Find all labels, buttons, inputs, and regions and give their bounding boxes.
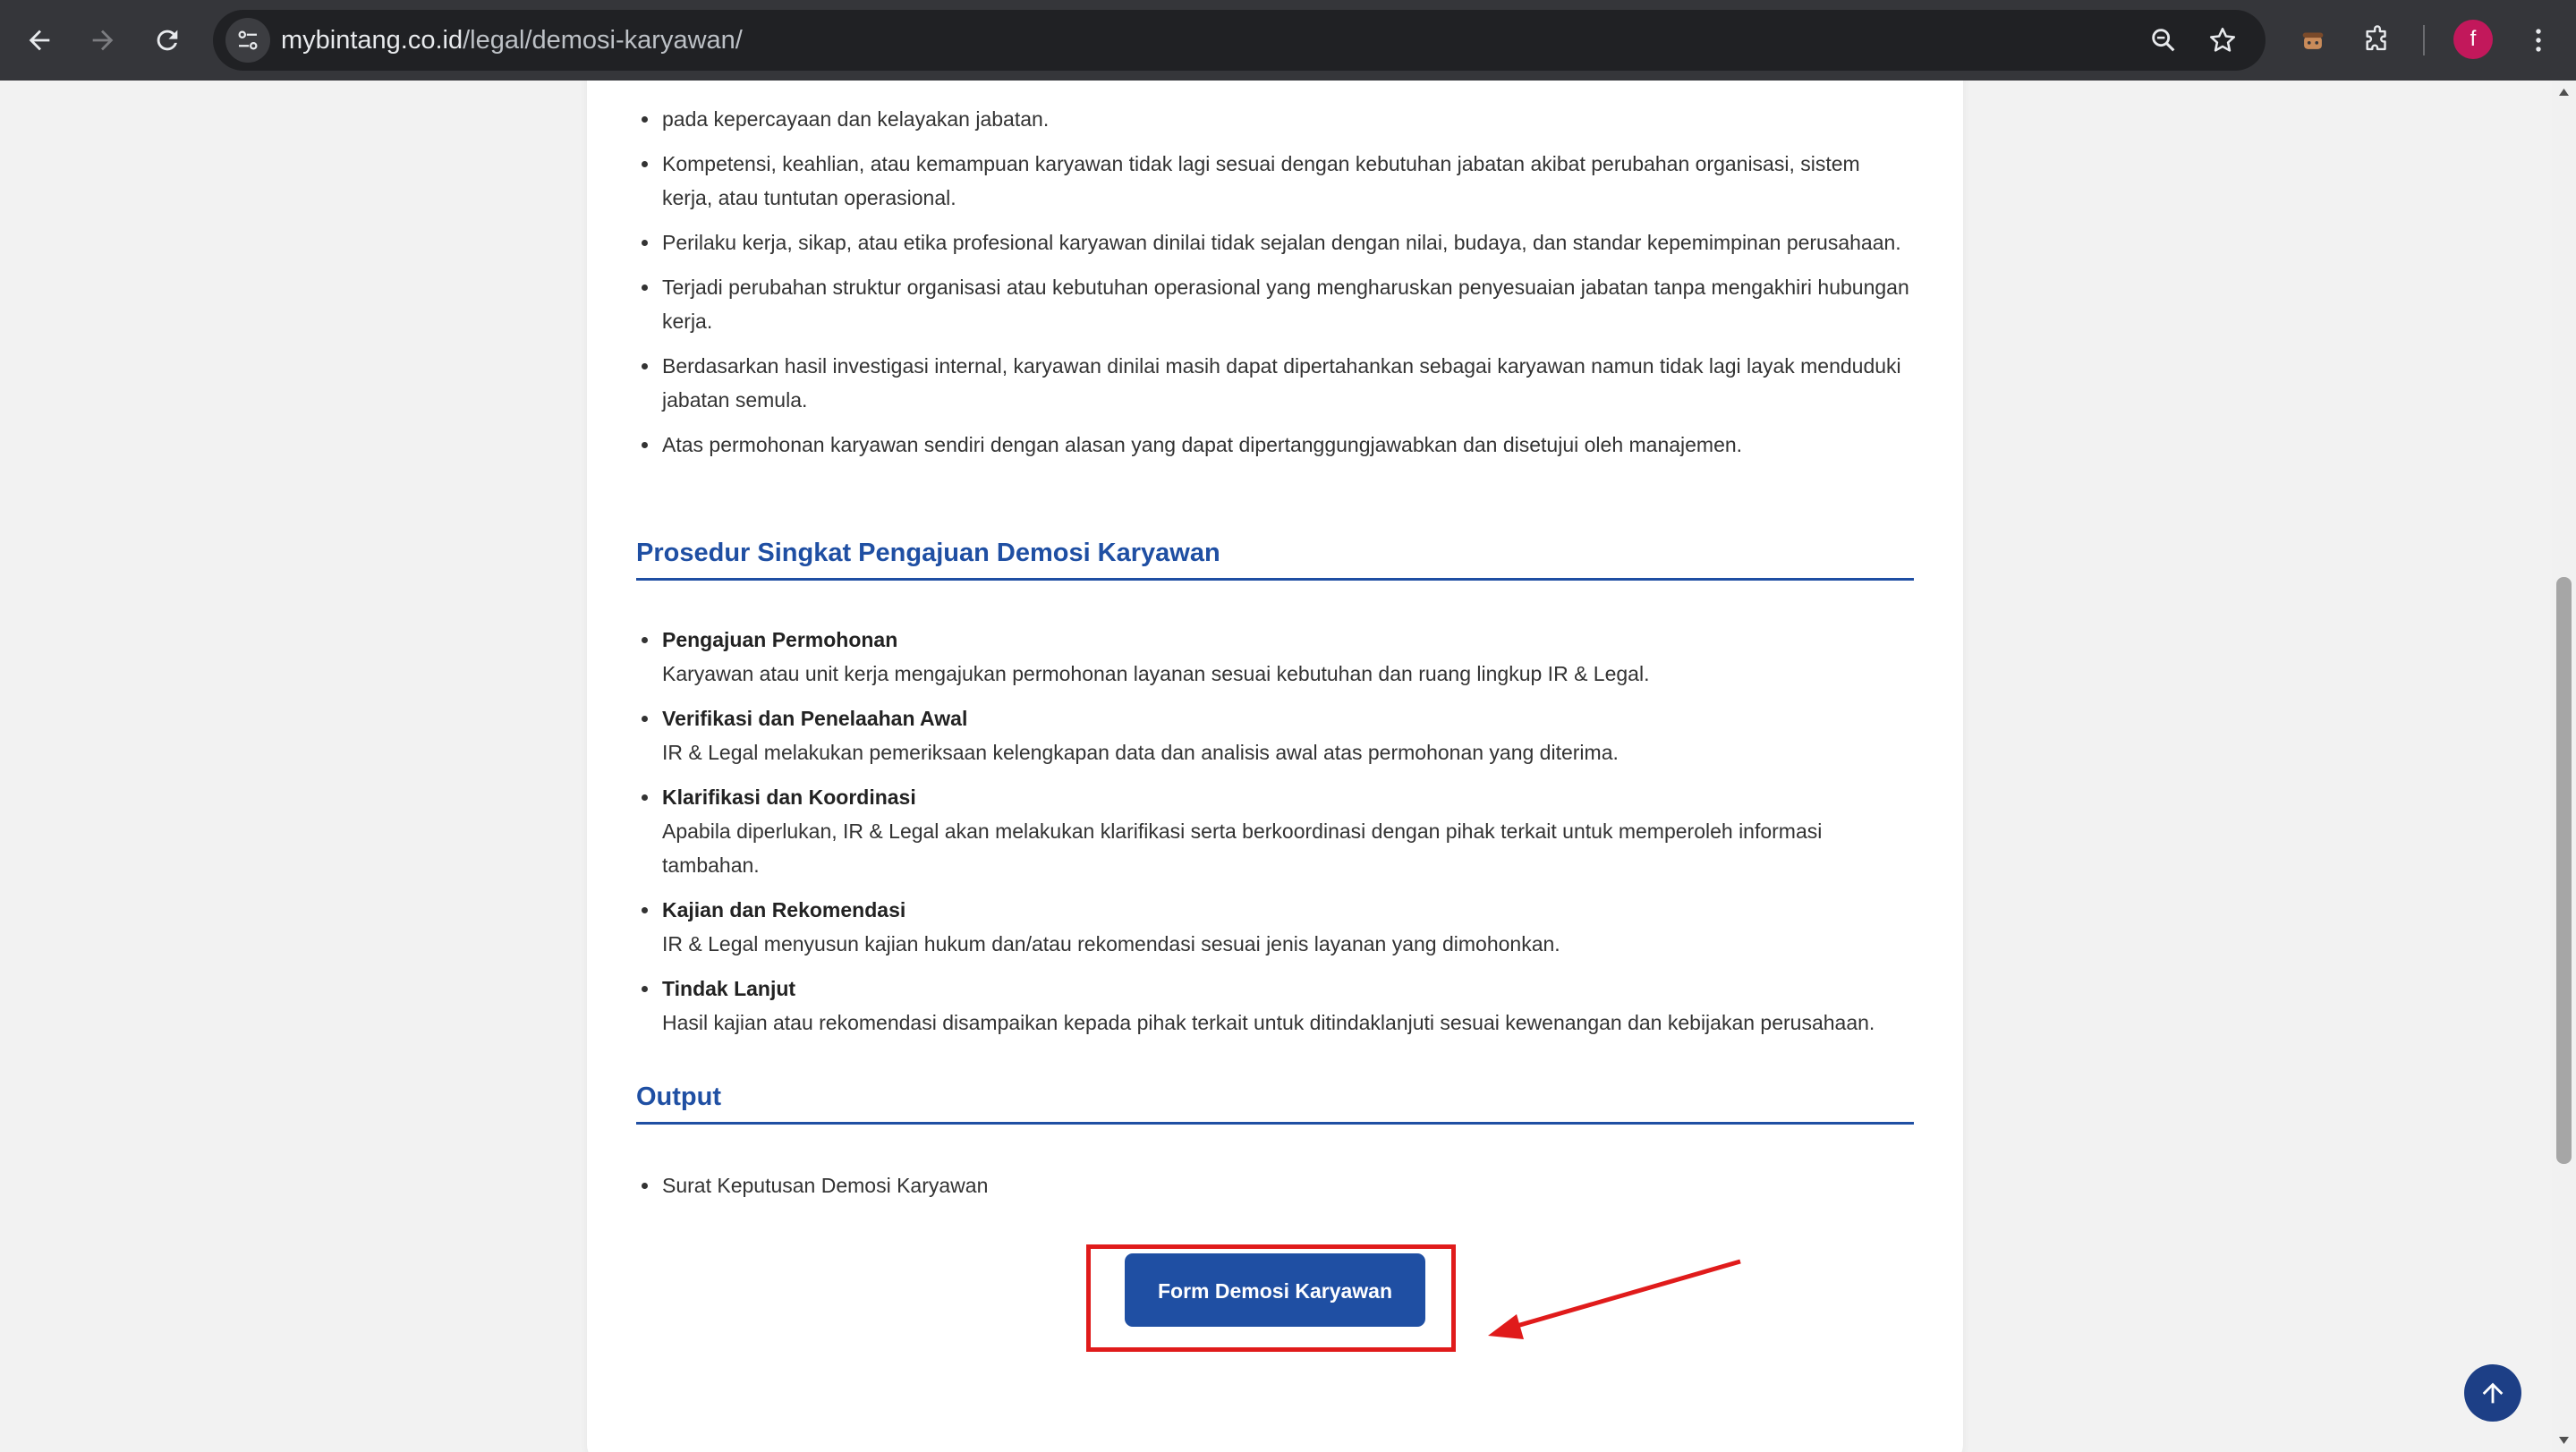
step-title: Tindak Lanjut <box>662 977 796 1000</box>
procedure-steps-list <box>636 623 1914 1050</box>
step-title: Verifikasi dan Penelaahan Awal <box>662 707 968 730</box>
site-info-button[interactable] <box>225 18 270 63</box>
url-path: /legal/demosi-karyawan/ <box>463 26 743 55</box>
menu-button[interactable] <box>2514 16 2563 64</box>
list-item-text: Atas permohonan karyawan sendiri dengan alasan yang dapat dipertanggungjawabkan dan disetujui oleh manajemen. <box>662 433 1743 456</box>
scroll-up-arrow-icon[interactable] <box>2552 81 2576 105</box>
step-title: Klarifikasi dan Koordinasi <box>662 785 916 809</box>
list-item <box>636 349 1914 417</box>
list-item-text: Berdasarkan hasil investigasi internal, karyawan dinilai masih dapat dipertahankan sebagai karyawan namun tidak lagi layak menduduki jabatan semula. <box>662 354 1901 412</box>
back-button[interactable] <box>15 16 64 64</box>
list-item-text: Surat Keputusan Demosi Karyawan <box>662 1174 989 1197</box>
star-icon <box>2207 25 2238 55</box>
arrow-left-icon <box>24 25 55 55</box>
step-desc: Karyawan atau unit kerja mengajukan permohonan layanan sesuai kebutuhan dan ruang lingkup IR & Legal. <box>662 662 1650 685</box>
zoom-icon <box>2148 25 2179 55</box>
step-desc: Hasil kajian atau rekomendasi disampaikan kepada pihak terkait untuk ditindaklanjuti sesuai kewenangan dan kebijakan perusahaan. <box>662 1011 1875 1034</box>
list-item <box>636 270 1914 338</box>
reload-icon <box>152 25 183 55</box>
procedure-step <box>636 701 1914 769</box>
page-viewport <box>0 81 2552 1452</box>
arrow-up-icon <box>2478 1378 2508 1408</box>
step-desc: Apabila diperlukan, IR & Legal akan melakukan klarifikasi serta berkoordinasi dengan pihak terkait untuk memperoleh informasi tambahan. <box>662 819 1823 877</box>
procedure-step <box>636 972 1914 1040</box>
list-item <box>636 1168 1914 1202</box>
list-item-text: Perilaku kerja, sikap, atau etika profesional karyawan dinilai tidak sejalan dengan nilai, budaya, dan standar kepemimpinan perusahaan. <box>662 231 1901 254</box>
reload-button[interactable] <box>143 16 191 64</box>
toolbar-divider <box>2423 25 2425 55</box>
tune-icon <box>234 27 261 54</box>
url-domain: mybintang.co.id <box>281 26 463 55</box>
profile-avatar[interactable]: f <box>2453 20 2493 59</box>
list-item-text: pada kepercayaan dan kelayakan jabatan. <box>662 107 1050 131</box>
kebab-menu-icon <box>2523 25 2554 55</box>
procedure-step <box>636 893 1914 961</box>
procedure-heading: Prosedur Singkat Pengajuan Demosi Karyawan <box>636 539 1914 581</box>
list-item <box>636 102 1914 136</box>
step-desc: IR & Legal menyusun kajian hukum dan/atau rekomendasi sesuai jenis layanan yang dimohonkan. <box>662 932 1560 955</box>
address-bar[interactable] <box>213 10 2266 71</box>
annotation-highlight-box <box>1086 1244 1456 1352</box>
list-item <box>636 428 1914 462</box>
list-item-text: Terjadi perubahan struktur organisasi atau kebutuhan operasional yang mengharuskan penyesuaian jabatan tanpa mengakhiri hubungan kerja. <box>662 276 1909 333</box>
annotation-arrow-icon <box>1481 1257 1749 1346</box>
scroll-down-arrow-icon[interactable] <box>2552 1428 2576 1452</box>
scrollbar-thumb[interactable] <box>2556 577 2572 1164</box>
form-demosi-button[interactable]: Form Demosi Karyawan <box>1125 1253 1425 1327</box>
list-item <box>636 147 1914 215</box>
reasons-list <box>636 102 1914 472</box>
url-text[interactable] <box>281 10 743 71</box>
extension-badge[interactable] <box>2289 16 2337 64</box>
procedure-step <box>636 780 1914 882</box>
output-list <box>636 1168 1914 1202</box>
output-heading: Output <box>636 1083 1914 1125</box>
scroll-to-top-button[interactable] <box>2464 1364 2521 1422</box>
browser-toolbar <box>0 0 2576 81</box>
arrow-right-icon <box>88 25 118 55</box>
page-scrollbar[interactable] <box>2552 81 2576 1452</box>
step-desc: IR & Legal melakukan pemeriksaan kelengkapan data dan analisis awal atas permohonan yang diterima. <box>662 741 1619 764</box>
list-item-text: Kompetensi, keahlian, atau kemampuan karyawan tidak lagi sesuai dengan kebutuhan jabatan akibat perubahan organisasi, sistem kerja, atau tuntutan operasional. <box>662 152 1860 209</box>
forward-button[interactable] <box>79 16 127 64</box>
step-title: Kajian dan Rekomendasi <box>662 898 906 921</box>
extensions-button[interactable] <box>2353 16 2402 64</box>
puzzle-icon <box>2362 25 2393 55</box>
extension-avatar-icon <box>2298 25 2328 55</box>
list-item <box>636 225 1914 259</box>
procedure-step <box>636 623 1914 691</box>
step-title: Pengajuan Permohonan <box>662 628 898 651</box>
zoom-button[interactable] <box>2146 22 2181 58</box>
bookmark-button[interactable] <box>2205 22 2240 58</box>
